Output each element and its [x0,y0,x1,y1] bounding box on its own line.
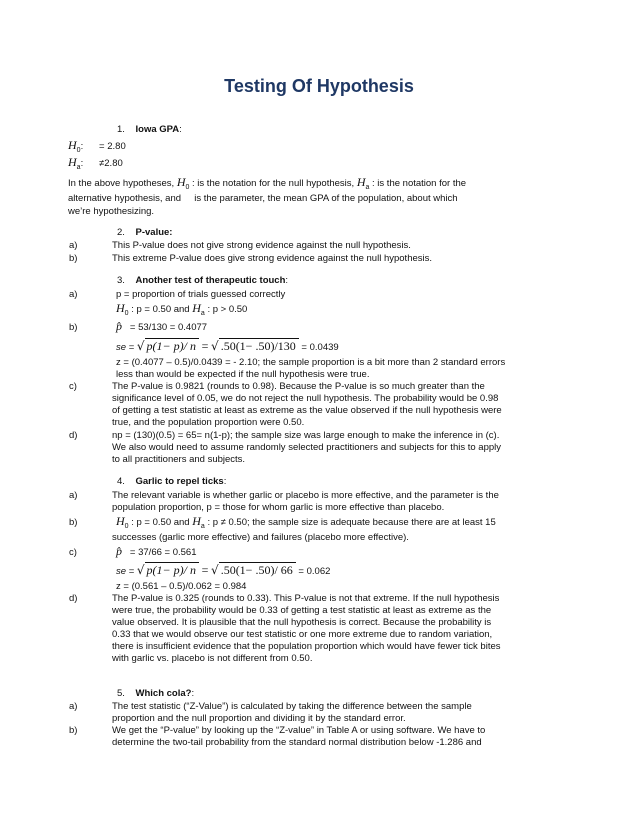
body-line: The test statistic (“Z-Value”) is calculated by taking the difference between the sample [112,701,472,712]
section-2-heading [117,227,172,238]
section-3-heading [117,275,288,286]
body-line: significance level of 0.05, we do not reject the null hypothesis. The probability would be 0.98 [112,393,499,404]
list-label: a) [69,240,78,251]
body-line: proportion and the null proportion and dividing it by the standard error. [112,713,406,724]
section-1-paragraph-line-3: we’re hypothesizing. [68,206,155,217]
list-item: p = proportion of trials guessed correctly [116,289,286,300]
text: : p = 0.50 and [131,517,190,528]
radical-icon: √ [211,563,219,577]
list-label: c) [69,381,77,392]
section-1-paragraph-line-1 [68,175,466,190]
body-line: there is insufficient evidence that the population proportion which would have fewer tick bites [112,641,501,652]
body-line: The relevant variable is whether garlic or placebo is more effective, and the parameter is the [112,490,499,501]
text: = 53/130 = 0.4077 [129,322,208,333]
list-label: a) [69,289,78,300]
h-subscript: a [200,523,205,530]
radical-icon: √ [136,339,145,353]
h-symbol: H [68,155,77,169]
se-label: se = [116,566,135,577]
body-line: population proportion, p = those for whom garlic is more effective than placebo. [112,502,445,513]
body-line: less than would be expected if the null hypothesis were true. [116,369,370,380]
section-number: 1. [117,124,125,135]
list-label: d) [69,430,78,441]
body-line: successes (garlic more effective) and failures (placebo more effective). [112,532,409,543]
list-label: a) [69,701,78,712]
section-title: Another test of therapeutic touch [135,275,286,286]
h-subscript: a [76,164,81,171]
colon: : [179,124,182,135]
body-line: true, and the population proportion were 0.50. [112,417,305,428]
section-4-heading [117,476,226,487]
radical-icon: √ [136,563,145,577]
null-hypothesis-line [68,138,126,153]
section-5-heading [117,688,194,699]
colon: : [223,476,227,487]
phat-line [116,544,196,559]
document-title: Testing Of Hypothesis [224,76,414,96]
standard-error-formula [116,338,339,354]
text: = 37/66 = 0.561 [129,547,197,558]
text: In the above hypotheses, [68,178,175,189]
text: : p > 0.50 [207,304,248,315]
body-line: with garlic vs. placebo is not different from 0.50. [112,653,313,664]
h-symbol: H [68,138,77,152]
standard-error-formula [116,562,330,578]
se-label: se = [116,342,135,353]
section-title: Garlic to repel ticks [135,476,224,487]
body-line: to all practitioners and subjects. [112,454,246,465]
h-symbol: H [192,301,201,315]
body-line: z = (0.561 – 0.5)/0.062 = 0.984 [116,581,247,592]
h-symbol: H [116,301,125,315]
list-label: c) [69,547,77,558]
section-number: 3. [117,275,125,286]
h-subscript: 0 [124,523,129,530]
body-line: We get the “P-value” by looking up the “Z-value” in Table A or using software. We have to [112,725,486,736]
null-hypothesis-value: : = 2.80 [80,141,126,152]
body-line: were true, the probability would be 0.33 of getting a test statistic at least as extreme as the [112,605,492,616]
phat-line [116,319,207,334]
list-item: This extreme P-value does give strong evidence against the null hypothesis. [112,253,433,264]
section-number: 2. [117,227,125,238]
h-subscript: 0 [76,147,81,154]
body-line: The P-value is 0.9821 (rounds to 0.98). Because the P-value is so much greater than the [112,381,485,392]
list-label: b) [69,322,78,333]
hypotheses-line [116,514,496,529]
section-title: Which cola? [135,688,192,699]
section-title: P-value: [135,227,173,238]
text: : p ≠ 0.50; the sample size is adequate because there are at least 15 [207,517,496,528]
body-line: of getting a test statistic at least as extreme as the value observed if the null hypothesis were [112,405,502,416]
h-symbol: H [116,514,125,528]
list-label: d) [69,593,78,604]
section-number: 4. [117,476,125,487]
h-subscript: 0 [124,310,129,317]
h-subscript: a [365,184,370,191]
alternative-hypothesis-line [68,155,123,170]
section-1-heading [117,124,182,135]
body-line: The P-value is 0.325 (rounds to 0.33). This P-value is not that extreme. If the null hypothesis [112,593,500,604]
body-line: z = (0.4077 – 0.5)/0.0439 = - 2.10; the sample proportion is a bit more than 2 standard errors [116,357,506,368]
body-line: determine the two-tail probability from the standard normal distribution below -1.286 and [112,737,482,748]
text: : is the notation for the null hypothesis, [192,178,355,189]
formula-term: .50(1− .50)/130 [219,338,299,354]
formula-term: .50(1− .50)/ 66 [219,562,296,578]
text: : is the notation for the [372,178,467,189]
body-line: np = (130)(0.5) = 65= n(1-p); the sample size was large enough to make the inference in (c). [112,430,500,441]
list-item: This P-value does not give strong evidence against the null hypothesis. [112,240,411,251]
equals: = [201,563,209,577]
h-subscript: 0 [185,184,190,191]
h-subscript: a [200,310,205,317]
formula-term: p(1− p)/ n [145,338,199,354]
body-line: 0.33 that we would observe our test statistic or one more extreme due to random variation, [112,629,493,640]
p-hat-symbol: p̂ [116,319,122,333]
formula-term: p(1− p)/ n [145,562,199,578]
p-hat-symbol: p̂ [116,544,122,558]
list-label: b) [69,725,78,736]
se-result: = 0.0439 [301,342,339,353]
alternative-hypothesis-value: : ≠2.80 [80,158,123,169]
list-label: b) [69,253,78,264]
h-symbol: H [192,514,201,528]
colon: : [285,275,289,286]
list-label: a) [69,490,78,501]
text: : p = 0.50 and [131,304,190,315]
h-symbol: H [176,175,186,189]
section-number: 5. [117,688,125,699]
body-line: value observed. It is plausible that the null hypothesis is correct. Because the probability is [112,617,492,628]
hypotheses-line [116,301,247,316]
se-result: = 0.062 [298,566,331,577]
section-1-paragraph-line-2: alternative hypothesis, and is the parameter, the mean GPA of the population, about which [68,193,458,204]
equals: = [201,339,209,353]
colon: : [191,688,195,699]
section-title: Iowa GPA [135,124,180,135]
h-symbol: H [356,175,366,189]
body-line: We also would need to assume randomly selected practitioners and subjects for this to apply [112,442,502,453]
list-label: b) [69,517,78,528]
radical-icon: √ [211,339,219,353]
